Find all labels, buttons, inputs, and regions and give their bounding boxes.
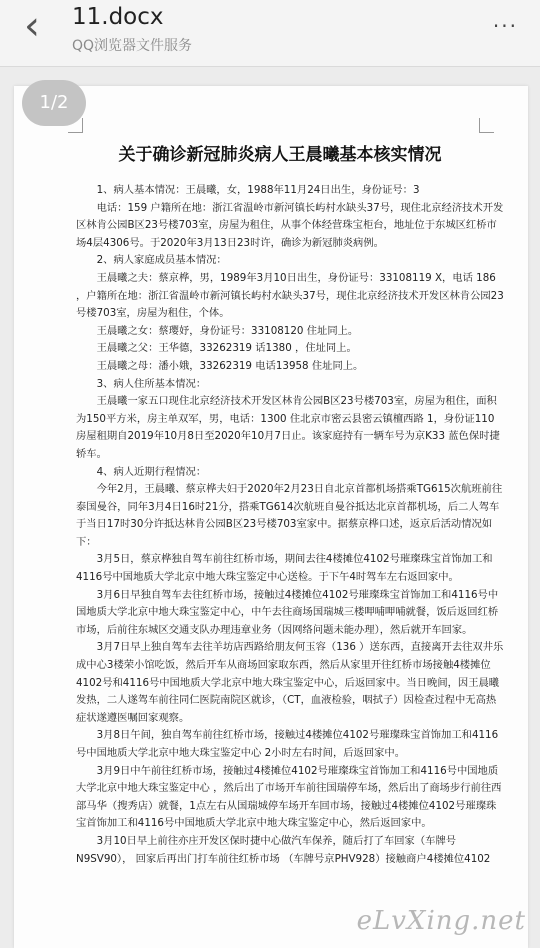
paragraph: 2、病人家庭成员基本情况： bbox=[96, 254, 227, 267]
paragraph: 王晨曦之母：潘小娥，33262319 电话13958 住址同上。 bbox=[96, 359, 364, 372]
document-body bbox=[76, 182, 506, 868]
page-corner-mark bbox=[479, 118, 494, 133]
file-title: 11.docx bbox=[72, 4, 164, 30]
paragraph: 3月8日午间，独自驾车前往红桥市场，接触过4楼摊位4102号璀璨珠宝首饰加工和4116号中国地质大学北京中地大珠宝鉴定中心 2小时左右时间，后返回家中。 bbox=[76, 729, 499, 759]
paragraph: 今年2月，王晨曦、蔡京桦夫妇于2020年2月23日自北京首都机场搭乘TG615次航班前往泰国曼谷，同年3月4日16时21分，搭乘TG614次航班自曼谷抵达北京首都机场，后二人驾车于当日17时30分许抵达林肯公园B区23号楼703室家中。据蔡京桦口述，返京后活动情况如下： bbox=[76, 483, 503, 548]
back-arrow-icon[interactable]: ‹ bbox=[24, 3, 40, 49]
document-title: 关于确诊新冠肺炎病人王晨曦基本核实情况 bbox=[118, 145, 442, 165]
paragraph: 3月6日早独自驾车去往红桥市场，接触过4楼摊位4102号璀璨珠宝首饰加工和4116号中国地质大学北京中地大珠宝鉴定中心，中午去往商场国瑞城三楼呷哺呷哺就餐，饭后返回红桥市场，后前往东城区交通支队办理违章业务（因网络问题未能办理），然后就开车回家。 bbox=[76, 588, 499, 636]
paragraph: 3月10日早上前往亦庄开发区保时捷中心做汽车保养，随后打了车回家（车牌号N9SV90）， 回家后再出门打车前往红桥市场 （车牌号京PHV928）接触商户4楼摊位4102 bbox=[76, 834, 491, 865]
paragraph: 王晨曦之父：王华德，33262319 话1380 ，住址同上。 bbox=[96, 342, 357, 355]
page-indicator: 1/2 bbox=[22, 80, 86, 126]
paragraph: 3月7日早上独自驾车去往羊坊店西路给朋友何玉容（136 ）送东西，直接离开去往双井乐成中心3楼荣小馆吃饭，然后开车从商场回家取东西，然后从家里开往红桥市场接触4楼摊位4102号和4116号中国地质大学北京中地大珠宝鉴定中心，后返回家中。当日晚间，因王晨曦发热，二人遂驾车前往同仁医院南院区就诊，（CT，血液检验，咽拭子）因检查过程中无高热症状遂遵医嘱回家观察。 bbox=[76, 641, 504, 724]
paragraph: 王晨曦之女：蔡璎妤，身份证号：33108120 住址同上。 bbox=[96, 324, 359, 337]
paragraph: 电话：159 户籍所在地：浙江省温岭市新河镇长屿村水缺头37号，现住北京经济技术开发区林肯公园B区23号楼703室，房屋为租住，从事个体经营珠宝柜台，地址位于东城区红桥市场4层4306号。于2020年3月13日23时许，确诊为新冠肺炎病例。 bbox=[76, 201, 504, 249]
paragraph: 1、病人基本情况：王晨曦，女，1988年11月24日出生，身份证号：3 bbox=[96, 184, 420, 196]
paragraph: 3月9日中午前往红桥市场，接触过4楼摊位4102号璀璨珠宝首饰加工和4116号中国地质大学北京中地大珠宝鉴定中心 ，然后出了市场开车前往国瑞停车场，然后出了商场步行前往西部马华（搜秀店）就餐，1点左右从国瑞城停车场开车回市场，接触过4楼摊位4102号璀璨珠宝首饰加工和4116号中国地质大学北京中地大珠宝鉴定中心，然后返回家中。 bbox=[76, 764, 502, 830]
paragraph: 4、病人近期行程情况： bbox=[96, 465, 207, 478]
paragraph: 3、病人住所基本情况： bbox=[96, 377, 207, 390]
paragraph: 王晨曦一家五口现住北京经济技术开发区林肯公园B区23号楼703室，房屋为租住，面积为150平方米，房主单双军，男，电话：1300 住北京市密云县密云镇檀西路 1，身份证110 房屋租期自2019年10月8日至2020年10月7日止。该家庭持有一辆车号为京K33 蓝色保时捷轿车。 bbox=[76, 395, 500, 460]
app-header bbox=[0, 0, 540, 67]
paragraph: 王晨曦之夫：蔡京桦，男，1989年3月10日出生，身份证号：33108119 X，电话 186 ，户籍所在地：浙江省温岭市新河镇长屿村水缺头37号，现住北京经济技术开发区林肯公园23号楼703室，房屋为租住，个体。 bbox=[76, 271, 504, 320]
file-source: QQ浏览器文件服务 bbox=[72, 38, 193, 54]
watermark-logo: eLvXing.net bbox=[356, 906, 526, 936]
more-menu-icon[interactable]: ··· bbox=[492, 14, 518, 38]
page-corner-mark bbox=[68, 118, 83, 133]
paragraph: 3月5日，蔡京桦独自驾车前往红桥市场，期间去往4楼摊位4102号璀璨珠宝首饰加工和4116号中国地质大学北京中地大珠宝鉴定中心送检。于下午4时驾车左右返回家中。 bbox=[76, 553, 493, 584]
